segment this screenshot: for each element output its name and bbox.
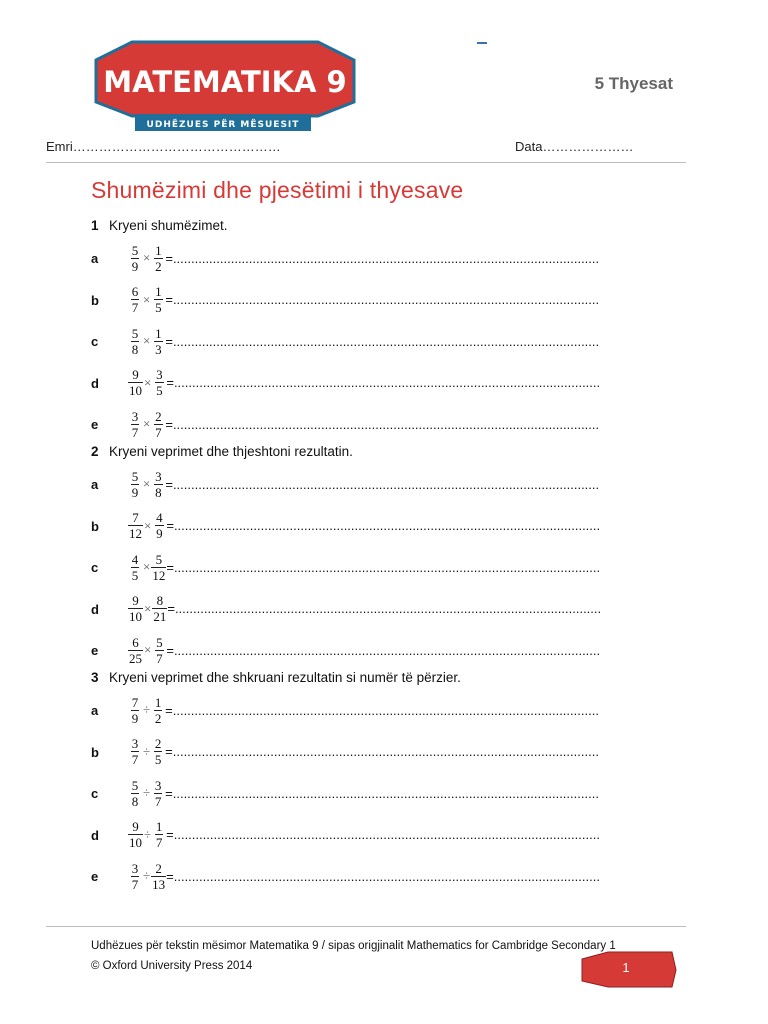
item-letter: c (91, 786, 99, 801)
answer-line[interactable]: ...................................................................................................................... (173, 375, 601, 390)
second-fraction (152, 635, 166, 666)
numerator: 4 (131, 551, 139, 567)
numerator: 5 (131, 242, 139, 258)
item-letter: c (91, 334, 99, 349)
logo (92, 38, 358, 134)
question-3-heading (91, 670, 461, 685)
footer-divider (46, 926, 686, 927)
fraction-expression (128, 363, 621, 403)
second-fraction (151, 284, 165, 315)
numerator: 6 (131, 284, 139, 299)
second-fraction (151, 736, 165, 767)
second-fraction (151, 469, 165, 500)
item-letter: a (91, 251, 99, 266)
first-fraction (128, 736, 142, 767)
numerator: 5 (156, 634, 163, 650)
denominator: 10 (129, 383, 142, 398)
question-prompt: Kryeni shumëzimet. (109, 218, 228, 233)
answer-line[interactable]: ...................................................................................................................... (172, 476, 600, 492)
denominator: 8 (131, 341, 139, 357)
first-fraction (128, 284, 142, 315)
first-fraction (128, 326, 142, 357)
numerator: 9 (132, 593, 139, 608)
numerator: 1 (154, 694, 162, 710)
numerator: 1 (155, 325, 162, 341)
equals-sign: = (166, 642, 174, 658)
second-fraction (152, 593, 167, 624)
fraction-expression (128, 280, 621, 320)
numerator: 5 (131, 777, 139, 793)
denominator: 7 (155, 835, 163, 850)
fraction-expression (128, 630, 621, 670)
item-letter: b (91, 744, 99, 760)
equals-sign: = (165, 744, 173, 759)
exercise-item (91, 630, 651, 670)
equals-sign: = (165, 476, 173, 492)
question-2-heading (91, 444, 353, 459)
page-number: 1 (622, 960, 630, 975)
second-fraction (151, 778, 165, 809)
equals-sign: = (165, 333, 173, 349)
question-1-heading (91, 218, 228, 233)
exercise-item (91, 321, 651, 361)
denominator: 8 (155, 484, 162, 500)
denominator: 5 (131, 567, 139, 583)
second-fraction (151, 243, 165, 274)
numerator: 3 (155, 468, 162, 484)
numerator: 7 (131, 694, 139, 710)
fraction-expression (128, 506, 621, 546)
first-fraction (128, 778, 142, 809)
second-fraction (151, 409, 165, 440)
exercise-item (91, 363, 651, 403)
numerator: 3 (156, 367, 163, 382)
denominator: 25 (129, 650, 142, 666)
equals-sign: = (165, 416, 173, 432)
equals-sign: = (165, 702, 173, 718)
numerator: 6 (132, 634, 139, 650)
name-field: Emri………………………………………… (46, 139, 281, 154)
equals-sign: = (167, 601, 175, 616)
numerator: 4 (156, 510, 163, 525)
numerator: 5 (155, 551, 163, 567)
question-number: 1 (91, 218, 99, 233)
operator-symbol: × (144, 517, 152, 533)
operator-symbol: ÷ (144, 826, 152, 842)
operator-symbol: × (143, 559, 151, 574)
fraction-expression (128, 547, 621, 587)
equals-sign: = (166, 868, 174, 884)
first-fraction (128, 367, 143, 398)
question-number: 3 (91, 670, 99, 685)
logo-subtitle: UDHËZUES PËR MËSUESIT (146, 120, 300, 130)
first-fraction (128, 593, 143, 624)
question-prompt: Kryeni veprimet dhe thjeshtoni rezultatin. (109, 444, 353, 459)
footer-copyright: © Oxford University Press 2014 (91, 960, 253, 972)
answer-line[interactable]: ...................................................................................................................... (174, 601, 602, 616)
fraction-expression (128, 815, 621, 855)
answer-line[interactable]: ...................................................................................................................... (172, 744, 599, 759)
answer-line[interactable]: ...................................................................................................................... (172, 333, 600, 349)
numerator: 7 (132, 510, 139, 525)
exercise-item (91, 589, 651, 629)
operator-symbol: × (144, 374, 152, 390)
denominator: 8 (131, 793, 139, 809)
denominator: 7 (131, 876, 139, 892)
equals-sign: = (165, 785, 173, 801)
second-fraction (152, 819, 166, 850)
exercise-item (91, 404, 651, 444)
exercise-item (91, 506, 651, 546)
denominator: 10 (129, 835, 142, 850)
operator-symbol: × (144, 642, 152, 657)
denominator: 13 (152, 876, 166, 892)
worksheet-title: Shumëzimi dhe pjesëtimi i thyesave (91, 177, 464, 203)
footer-source: Udhëzues për tekstin mësimor Matematika 9 / sipas origjinalit Mathematics for Cambridge Secondary 1 (91, 940, 616, 952)
second-fraction (151, 326, 165, 357)
exercise-item (91, 238, 651, 278)
fraction-expression (128, 404, 621, 444)
second-fraction (151, 552, 166, 583)
equals-sign: = (165, 250, 173, 266)
exercise-item (91, 690, 651, 730)
numerator: 5 (131, 468, 139, 484)
denominator: 9 (156, 526, 163, 541)
equals-sign: = (166, 559, 174, 575)
denominator: 3 (155, 341, 162, 357)
item-letter: e (91, 417, 99, 432)
denominator: 7 (131, 424, 139, 440)
exercise-item (91, 280, 651, 320)
answer-line[interactable]: ...................................................................................................................... (173, 868, 600, 884)
denominator: 7 (131, 752, 139, 767)
fraction-expression (128, 773, 621, 813)
equals-sign: = (166, 375, 174, 390)
operator-symbol: × (143, 291, 151, 307)
denominator: 5 (155, 300, 162, 315)
item-letter: a (91, 703, 99, 718)
header-divider (46, 162, 686, 163)
numerator: 5 (131, 325, 139, 341)
denominator: 7 (154, 793, 162, 809)
fraction-expression (128, 589, 621, 629)
operator-symbol: ÷ (143, 702, 151, 717)
second-fraction (152, 367, 166, 398)
logo-badge (92, 38, 358, 134)
denominator: 5 (156, 383, 163, 398)
denominator: 12 (152, 567, 166, 583)
first-fraction (128, 819, 143, 850)
denominator: 9 (131, 484, 139, 500)
numerator: 8 (156, 593, 164, 608)
denominator: 7 (155, 424, 162, 440)
operator-symbol: ÷ (143, 785, 151, 800)
numerator: 2 (154, 736, 162, 751)
operator-symbol: × (143, 416, 151, 431)
answer-line[interactable]: ...................................................................................................................... (173, 518, 601, 533)
operator-symbol: × (143, 476, 151, 491)
denominator: 9 (131, 258, 139, 274)
answer-line[interactable]: ...................................................................................................................... (173, 559, 601, 575)
exercise-item (91, 732, 651, 772)
denominator: 2 (155, 258, 162, 274)
answer-line[interactable]: ...................................................................................................................... (173, 642, 601, 658)
answer-line[interactable]: ...................................................................................................................... (173, 827, 600, 842)
first-fraction (128, 635, 143, 666)
decorative-dash (477, 42, 487, 44)
equals-sign: = (166, 827, 174, 842)
logo-title: MATEMATIKA 9 (103, 65, 347, 99)
item-letter: b (91, 292, 99, 308)
numerator: 1 (155, 819, 163, 834)
denominator: 7 (156, 650, 163, 666)
operator-symbol: × (144, 600, 152, 616)
first-fraction (128, 861, 142, 892)
exercise-item (91, 815, 651, 855)
numerator: 3 (131, 736, 139, 751)
item-letter: d (91, 375, 99, 391)
exercise-item (91, 547, 651, 587)
equals-sign: = (165, 292, 173, 307)
numerator: 9 (132, 367, 139, 382)
chapter-title: 5 Thyesat (594, 74, 673, 93)
denominator: 21 (153, 609, 167, 624)
exercise-item (91, 773, 651, 813)
item-letter: d (91, 827, 99, 843)
second-fraction (152, 510, 166, 541)
fraction-expression (128, 856, 621, 896)
numerator: 2 (155, 408, 162, 424)
denominator: 2 (154, 710, 162, 726)
operator-symbol: ÷ (143, 868, 151, 883)
fraction-expression (128, 732, 621, 772)
item-letter: e (91, 869, 99, 884)
answer-line[interactable]: ...................................................................................................................... (172, 785, 599, 801)
denominator: 12 (129, 526, 142, 541)
question-number: 2 (91, 444, 99, 459)
second-fraction (151, 695, 165, 726)
item-letter: a (91, 477, 99, 492)
operator-symbol: × (143, 333, 151, 348)
item-letter: b (91, 518, 99, 534)
first-fraction (128, 695, 142, 726)
item-letter: c (91, 560, 99, 575)
item-letter: e (91, 643, 99, 658)
answer-line[interactable]: ...................................................................................................................... (172, 292, 600, 307)
numerator: 3 (131, 408, 139, 424)
answer-line[interactable]: ...................................................................................................................... (172, 250, 600, 266)
denominator: 9 (131, 710, 139, 726)
operator-symbol: ÷ (143, 743, 151, 759)
first-fraction (128, 552, 142, 583)
first-fraction (128, 510, 143, 541)
numerator: 9 (132, 819, 139, 834)
exercise-item (91, 856, 651, 896)
answer-line[interactable]: ...................................................................................................................... (172, 416, 600, 432)
answer-line[interactable]: ...................................................................................................................... (172, 702, 599, 718)
numerator: 3 (154, 777, 162, 793)
second-fraction (151, 861, 166, 892)
numerator: 1 (155, 284, 162, 299)
denominator: 5 (154, 752, 162, 767)
first-fraction (128, 409, 142, 440)
fraction-expression (128, 321, 621, 361)
equals-sign: = (166, 518, 174, 533)
numerator: 1 (155, 242, 162, 258)
item-letter: d (91, 601, 99, 617)
fraction-expression (128, 690, 621, 730)
first-fraction (128, 243, 142, 274)
fraction-expression (128, 238, 621, 278)
question-prompt: Kryeni veprimet dhe shkruani rezultatin si numër të përzier. (109, 670, 461, 685)
operator-symbol: × (143, 250, 151, 265)
denominator: 10 (129, 609, 142, 624)
numerator: 3 (131, 860, 139, 876)
exercise-item (91, 464, 651, 504)
fraction-expression (128, 464, 621, 504)
denominator: 7 (131, 300, 139, 315)
numerator: 2 (155, 860, 162, 876)
first-fraction (128, 469, 142, 500)
date-field: Data………………… (515, 139, 634, 154)
